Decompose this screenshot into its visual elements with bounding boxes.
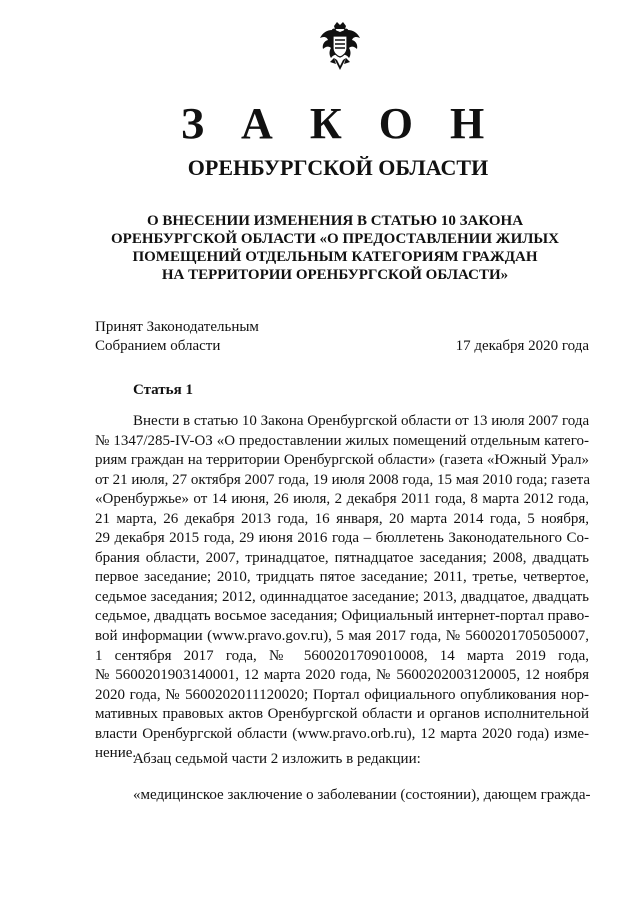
body-line: 1 сентября 2017 года, № 5600201709010008, 14 марта 2019 года, [95, 647, 589, 664]
adopted-line: Принят Законодательным [95, 319, 259, 335]
body-line: 2020 года, № 5600202011120020; Портал официального опубликования нор- [95, 686, 589, 703]
subject-line: НА ТЕРРИТОРИИ ОРЕНБУРГСКОЙ ОБЛАСТИ» [161, 267, 509, 283]
body-line: брания области, 2007, тринадцатое, пятнадцатое заседания; 2008, двадцать [95, 549, 589, 566]
law-subject [100, 212, 570, 284]
body-line: мативных правовых актов Оренбургской области и органов исполнительной [95, 706, 589, 723]
body-line: седьмое заседания; 2012, одиннадцатое заседание; 2013, двадцатое, двадцать [95, 588, 589, 605]
subject-line: ПОМЕЩЕНИЙ ОТДЕЛЬНЫМ КАТЕГОРИЯМ ГРАЖДАН [132, 249, 538, 265]
body-line: власти Оренбургской области (www.pravo.orb.ru), 12 марта 2020 года) изме- [95, 725, 589, 742]
subject-line: О ВНЕСЕНИИ ИЗМЕНЕНИЯ В СТАТЬЮ 10 ЗАКОНА [146, 213, 524, 229]
article-paragraph: Абзац седьмой части 2 изложить в редакции: [133, 751, 421, 767]
body-line: Внести в статью 10 Закона Оренбургской области от 13 июля 2007 года [133, 413, 590, 429]
body-line: № 5600201903140001, 12 марта 2020 года, № 5600202003120005, 12 ноября [95, 667, 589, 684]
article-body [95, 412, 589, 764]
body-line: седьмое, двадцать восьмое заседания; Официальный интернет-портал право- [95, 608, 590, 625]
body-line: риям граждан на территории Оренбургской области» (газета «Южный Урал» [95, 452, 589, 469]
adopted-line: Собранием области [95, 338, 221, 354]
body-line: вой информации (www.pravo.gov.ru), 5 мая 2017 года, № 5600201705050007, [95, 628, 589, 645]
article-heading: Статья 1 [133, 382, 193, 398]
body-line: 29 декабря 2015 года, 29 июня 2016 года – бюллетень Законодательного Со- [95, 530, 589, 547]
coat-of-arms-icon [318, 20, 362, 72]
body-line: № 1347/285-IV-ОЗ «О предоставлении жилых помещений отдельным катего- [95, 432, 589, 449]
body-line: «Оренбуржье» от 14 июня, 26 июля, 2 декабря 2011 года, 8 марта 2012 года, [95, 491, 589, 508]
body-line: нение. [95, 745, 137, 762]
article-paragraph: «медицинское заключение о заболевании (состоянии), дающем гражда- [133, 787, 591, 803]
body-line: от 21 июля, 27 октября 2007 года, 19 июля 2008 года, 15 мая 2010 года; газета [95, 471, 591, 488]
region-title: ОРЕНБУРГСКОЙ ОБЛАСТИ [187, 155, 489, 180]
subject-line: ОРЕНБУРГСКОЙ ОБЛАСТИ «О ПРЕДОСТАВЛЕНИИ ЖИЛЫХ [110, 231, 559, 247]
adopted-date: 17 декабря 2020 года [455, 338, 589, 354]
adopted-by [95, 318, 259, 356]
body-line: 21 марта, 26 декабря 2013 года, 16 января, 20 марта 2014 года, 5 ноября, [95, 510, 589, 527]
document-title: З А К О Н [180, 99, 498, 148]
body-line: первое заседание; 2010, тридцать пятое заседание; 2011, третье, четвертое, [95, 569, 589, 586]
